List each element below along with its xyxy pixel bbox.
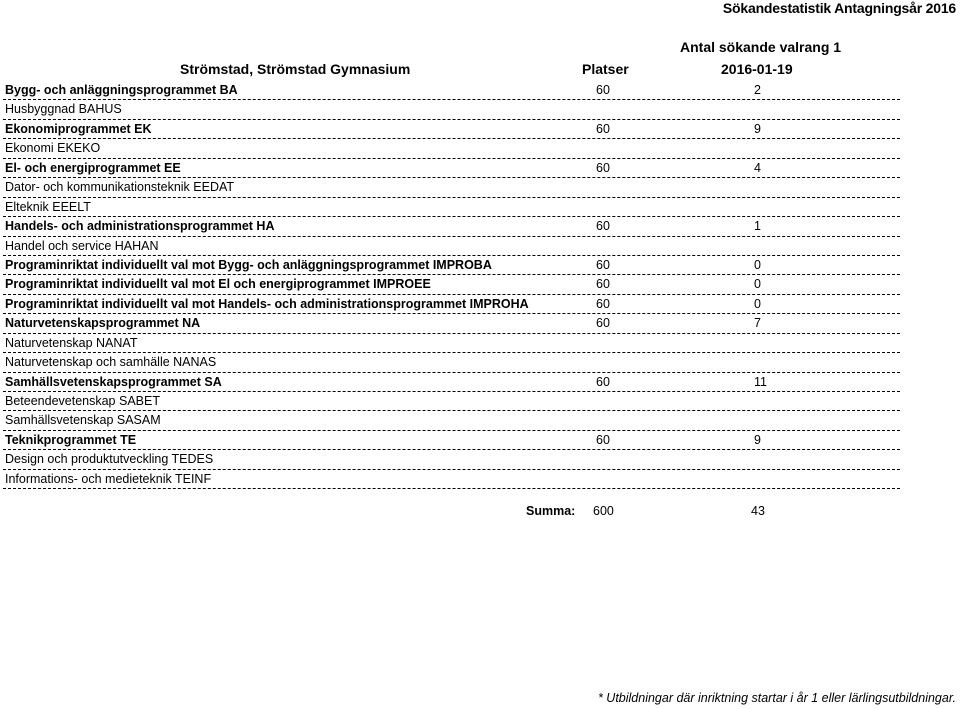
orientation-row	[3, 139, 900, 158]
row-name: Ekonomi EKEKO	[5, 141, 101, 156]
row-antal: 2	[754, 83, 761, 97]
row-platser: 60	[596, 160, 610, 175]
row-antal: 0	[754, 296, 761, 311]
row-platser: 60	[596, 296, 610, 311]
program-row	[3, 373, 900, 392]
program-row	[3, 256, 900, 275]
program-row	[3, 295, 900, 314]
summary-platser: 600	[593, 504, 614, 518]
summary-antal: 43	[751, 504, 765, 518]
row-name: Samhällsvetenskapsprogrammet SA	[5, 374, 222, 389]
orientation-row	[3, 198, 900, 217]
program-row	[3, 120, 900, 139]
row-antal: 1	[754, 219, 761, 234]
column-header-platser: Platser	[582, 61, 629, 77]
orientation-row	[3, 470, 900, 489]
row-name: Programinriktat individuellt val mot Bygg- och anläggningsprogrammet IMPROBA	[5, 257, 492, 272]
row-name: El- och energiprogrammet EE	[5, 160, 181, 175]
orientation-row	[3, 334, 900, 353]
row-name: Samhällsvetenskap SASAM	[5, 413, 161, 428]
orientation-row	[3, 392, 900, 411]
row-name: Dator- och kommunikationsteknik EEDAT	[5, 180, 235, 195]
orientation-row	[3, 178, 900, 197]
row-name: Elteknik EEELT	[5, 199, 91, 214]
row-name: Naturvetenskapsprogrammet NA	[5, 316, 201, 331]
summary-label: Summa:	[526, 504, 576, 518]
program-row	[3, 217, 900, 236]
orientation-row	[3, 450, 900, 469]
column-header-school: Strömstad, Strömstad Gymnasium	[180, 61, 411, 77]
program-row	[3, 159, 900, 178]
row-name: Handel och service HAHAN	[5, 238, 159, 253]
row-name: Naturvetenskap och samhälle NANAS	[5, 355, 217, 370]
row-name: Teknikprogrammet TE	[5, 432, 137, 447]
row-name: Ekonomiprogrammet EK	[5, 121, 152, 136]
orientation-row	[3, 411, 900, 430]
row-platser: 60	[596, 277, 610, 292]
program-row	[3, 81, 900, 100]
row-antal: 9	[754, 432, 761, 447]
row-name: Bygg- och anläggningsprogrammet BA	[5, 83, 238, 97]
row-platser: 60	[596, 257, 610, 272]
column-header-date: 2016-01-19	[721, 61, 793, 77]
row-name: Naturvetenskap NANAT	[5, 335, 138, 350]
row-platser: 60	[596, 374, 610, 389]
row-antal: 0	[754, 277, 761, 292]
row-name: Husbyggnad BAHUS	[5, 102, 122, 117]
row-platser: 60	[596, 316, 610, 331]
program-row	[3, 431, 900, 450]
orientation-row	[3, 100, 900, 119]
row-name: Beteendevetenskap SABET	[5, 394, 160, 408]
row-platser: 60	[596, 121, 610, 136]
row-name: Programinriktat individuellt val mot El och energiprogrammet IMPROEE	[5, 277, 431, 292]
statistics-table	[3, 81, 900, 489]
row-platser: 60	[596, 219, 610, 234]
row-antal: 7	[754, 316, 761, 331]
row-antal: 9	[754, 121, 761, 136]
row-name: Handels- och administrationsprogrammet HA	[5, 219, 275, 234]
row-name: Design och produktutveckling TEDES	[5, 452, 214, 467]
summary-row	[0, 504, 900, 522]
row-antal: 0	[754, 257, 761, 272]
orientation-row	[3, 353, 900, 372]
row-name: Informations- och medieteknik TEINF	[5, 471, 212, 486]
orientation-row	[3, 237, 900, 256]
row-platser: 60	[596, 432, 610, 447]
column-header-antal: Antal sökande valrang 1	[680, 39, 842, 55]
footnote: * Utbildningar där inriktning startar i år 1 eller lärlingsutbildningar.	[597, 691, 956, 705]
program-row	[3, 314, 900, 333]
program-row	[3, 275, 900, 294]
report-title: Sökandestatistik Antagningsår 2016	[722, 0, 956, 16]
row-name: Programinriktat individuellt val mot Handels- och administrationsprogrammet IMPROHA	[5, 296, 529, 311]
row-platser: 60	[596, 83, 610, 97]
row-antal: 4	[754, 160, 761, 175]
row-antal: 11	[754, 374, 767, 389]
